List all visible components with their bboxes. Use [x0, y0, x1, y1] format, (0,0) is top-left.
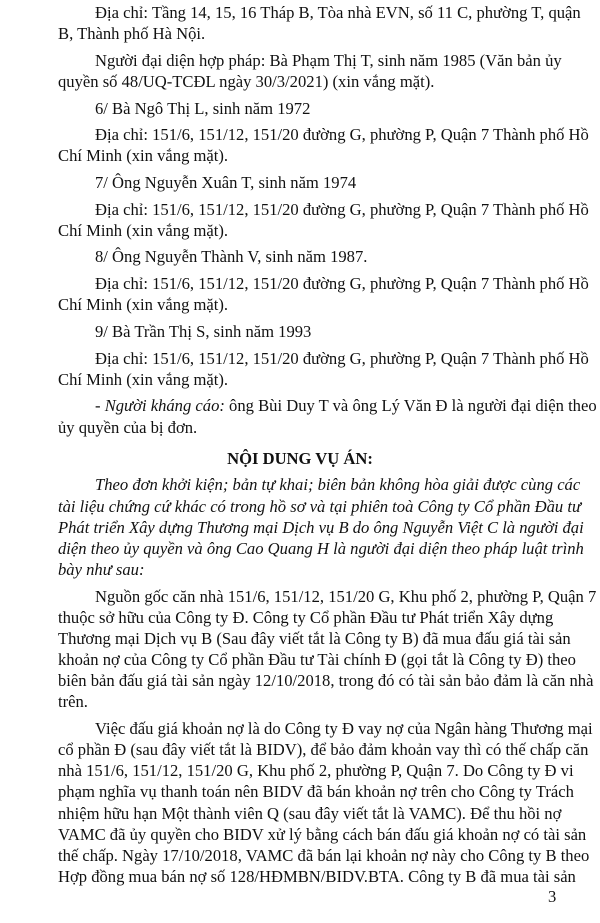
text-span: ông Bùi Duy T và ông Lý Văn Đ là người đại diện theo — [224, 396, 597, 415]
page-number: 3 — [548, 887, 557, 906]
text-line: Theo đơn khởi kiện; bản tự khai; biên bản không hòa giải được cùng các — [95, 475, 581, 494]
text-line: khoản nợ của Công ty Cổ phần Đầu tư Tài chính Đ (gọi tắt là Công ty Đ) theo — [58, 650, 576, 669]
text-line: Địa chỉ: 151/6, 151/12, 151/20 đường G, phường P, Quận 7 Thành phố Hồ — [95, 274, 589, 293]
text-line: 6/ Bà Ngô Thị L, sinh năm 1972 — [95, 99, 311, 118]
text-line: phạm nghĩa vụ thanh toán nên BIDV đã bán khoản nợ trên cho Công ty Trách — [58, 782, 574, 801]
text-line: Nguồn gốc căn nhà 151/6, 151/12, 151/20 G, Khu phố 2, phường P, Quận 7 — [95, 587, 597, 606]
text-line: Địa chỉ: 151/6, 151/12, 151/20 đường G, phường P, Quận 7 Thành phố Hồ — [95, 200, 589, 219]
text-line — [95, 395, 597, 418]
text-line: Địa chỉ: Tầng 14, 15, 16 Tháp B, Tòa nhà EVN, số 11 C, phường T, quận — [95, 3, 581, 22]
text-line: Người đại diện hợp pháp: Bà Phạm Thị T, sinh năm 1985 (Văn bản ủy — [95, 51, 562, 70]
section-heading: NỘI DUNG VỤ ÁN: — [227, 449, 373, 468]
text-line: 8/ Ông Nguyễn Thành V, sinh năm 1987. — [95, 247, 368, 266]
text-line: cổ phần Đ (sau đây viết tắt là BIDV), để bảo đảm khoản vay thì có thế chấp căn — [58, 740, 589, 759]
text-line: nhiệm hữu hạn Một thành viên Q (sau đây viết tắt là VAMC). Để thu hồi nợ — [58, 804, 562, 823]
text-line: tài liệu chứng cứ khác có trong hồ sơ và tại phiên toà Công ty Cổ phần Đầu tư — [58, 497, 582, 516]
text-line: Địa chỉ: 151/6, 151/12, 151/20 đường G, phường P, Quận 7 Thành phố Hồ — [95, 349, 589, 368]
text-line: biên bản đấu giá tài sản ngày 12/10/2018, trong đó có tài sản bảo đảm là căn nhà — [58, 671, 594, 690]
text-line: thuộc sở hữu của Công ty Đ. Công ty Cổ phần Đầu tư Phát triển Xây dựng — [58, 608, 554, 627]
text-line: nhà 151/6, 151/12, 151/20 G, Khu phố 2, phường P, Quận 7. Do Công ty Đ vi — [58, 761, 574, 780]
text-line: Thương mại Dịch vụ B (Sau đây viết tắt là Công ty B) đã mua đấu giá tài sản — [58, 629, 571, 648]
text-line: VAMC đã ủy quyền cho BIDV xử lý bằng cách bán đấu giá khoản nợ có tài sản — [58, 825, 587, 844]
text-line: 7/ Ông Nguyễn Xuân T, sinh năm 1974 — [95, 173, 357, 192]
text-line: Địa chỉ: 151/6, 151/12, 151/20 đường G, phường P, Quận 7 Thành phố Hồ — [95, 125, 589, 144]
text-line: bày như sau: — [58, 560, 145, 579]
text-line: Hợp đồng mua bán nợ số 128/HĐMBN/BIDV.BTA. Công ty B đã mua tài sản — [58, 867, 576, 886]
text-line: Việc đấu giá khoản nợ là do Công ty Đ vay nợ của Ngân hàng Thương mại — [95, 719, 593, 738]
text-line: thế chấp. Ngày 17/10/2018, VAMC đã bán lại khoản nợ này cho Công ty B theo — [58, 846, 590, 865]
text-line: Chí Minh (xin vắng mặt). — [58, 146, 229, 165]
text-line: B, Thành phố Hà Nội. — [58, 24, 206, 43]
text-line: Chí Minh (xin vắng mặt). — [58, 370, 229, 389]
text-line: diện theo ủy quyền và ông Cao Quang H là người đại diện theo pháp luật trình — [58, 539, 584, 558]
text-line: ủy quyền của bị đơn. — [58, 418, 198, 437]
text-span: Người kháng cáo: — [104, 396, 225, 415]
text-line: Phát triển Xây dựng Thương mại Dịch vụ B do ông Nguyễn Việt C là người đại — [58, 518, 584, 537]
text-span: - — [95, 396, 105, 415]
text-line: 9/ Bà Trần Thị S, sinh năm 1993 — [95, 322, 312, 341]
text-line: trên. — [58, 692, 88, 711]
text-line: quyền số 48/UQ-TCĐL ngày 30/3/2021) (xin vắng mặt). — [58, 72, 435, 91]
text-line: Chí Minh (xin vắng mặt). — [58, 221, 229, 240]
text-line: Chí Minh (xin vắng mặt). — [58, 295, 229, 314]
